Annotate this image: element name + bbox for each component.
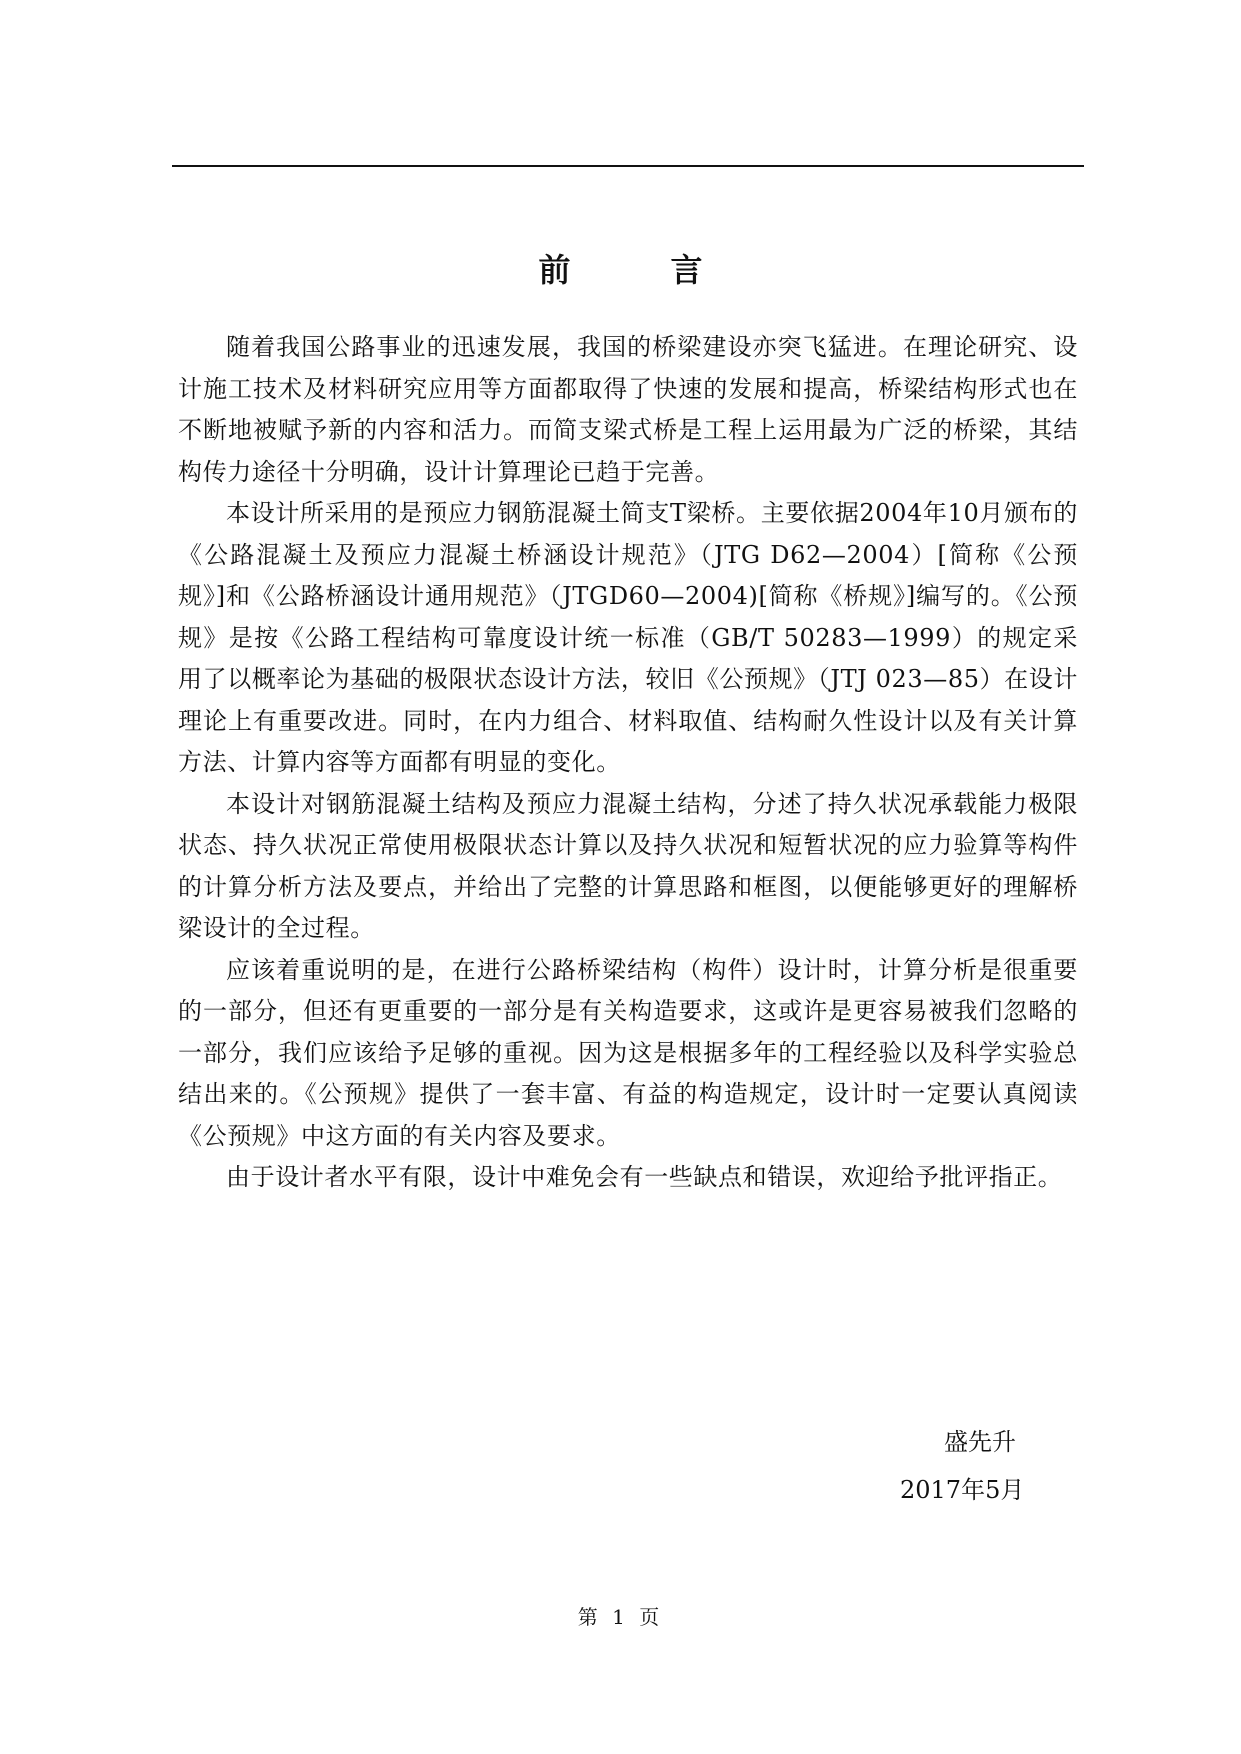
paragraph-1: 随着我国公路事业的迅速发展，我国的桥梁建设亦突飞猛进。在理论研究、设计施工技术及材料研究应用等方面都取得了快速的发展和提高，桥梁结构形式也在不断地被赋予新的内容和活力。而简支梁式桥是工程上运用最为广泛的桥梁，其结构传力途径十分明确，设计计算理论已趋于完善。 <box>178 333 1078 486</box>
signature-date: 2017年5月 <box>900 1476 1025 1504</box>
page-title: 前 言 <box>538 251 737 289</box>
paragraph-5: 由于设计者水平有限，设计中难免会有一些缺点和错误，欢迎给予批评指正。 <box>226 1163 1063 1191</box>
paragraph-2: 本设计所采用的是预应力钢筋混凝土简支T梁桥。主要依据2004年10月颁布的《公路混凝土及预应力混凝土桥涵设计规范》（JTG D62—2004）[简称《公预规》]和《公路桥涵设计通用规范》（JTGD60—2004)[简称《桥规》]编写的。《公预规》是按《公路工程结构可靠度设计统一标准（GB/T 50283—1999）的规定采用了以概率论为基础的极限状态设计方法，较旧《公预规》（JTJ 023—85）在设计理论上有重要改进。同时，在内力组合、材料取值、结构耐久性设计以及有关计算方法、计算内容等方面都有明显的变化。 <box>178 499 1078 776</box>
paragraph-4: 应该着重说明的是，在进行公路桥梁结构（构件）设计时，计算分析是很重要的一部分，但还有更重要的一部分是有关构造要求，这或许是更容易被我们忽略的一部分，我们应该给予足够的重视。因为这是根据多年的工程经验以及科学实验总结出来的。《公预规》提供了一套丰富、有益的构造规定，设计时一定要认真阅读《公预规》中这方面的有关内容及要求。 <box>178 955 1078 1150</box>
page-number: 第 1 页 <box>577 1605 664 1629</box>
author-name: 盛先升 <box>944 1428 1016 1456</box>
paragraph-3: 本设计对钢筋混凝土结构及预应力混凝土结构，分述了持久状况承载能力极限状态、持久状况正常使用极限状态计算以及持久状况和短暂状况的应力验算等构件的计算分析方法及要点，并给出了完整的计算思路和框图，以便能够更好的理解桥梁设计的全过程。 <box>178 789 1078 942</box>
preface-body <box>178 327 1078 1199</box>
header-rule <box>172 165 1084 167</box>
signature-block <box>900 1418 1120 1514</box>
